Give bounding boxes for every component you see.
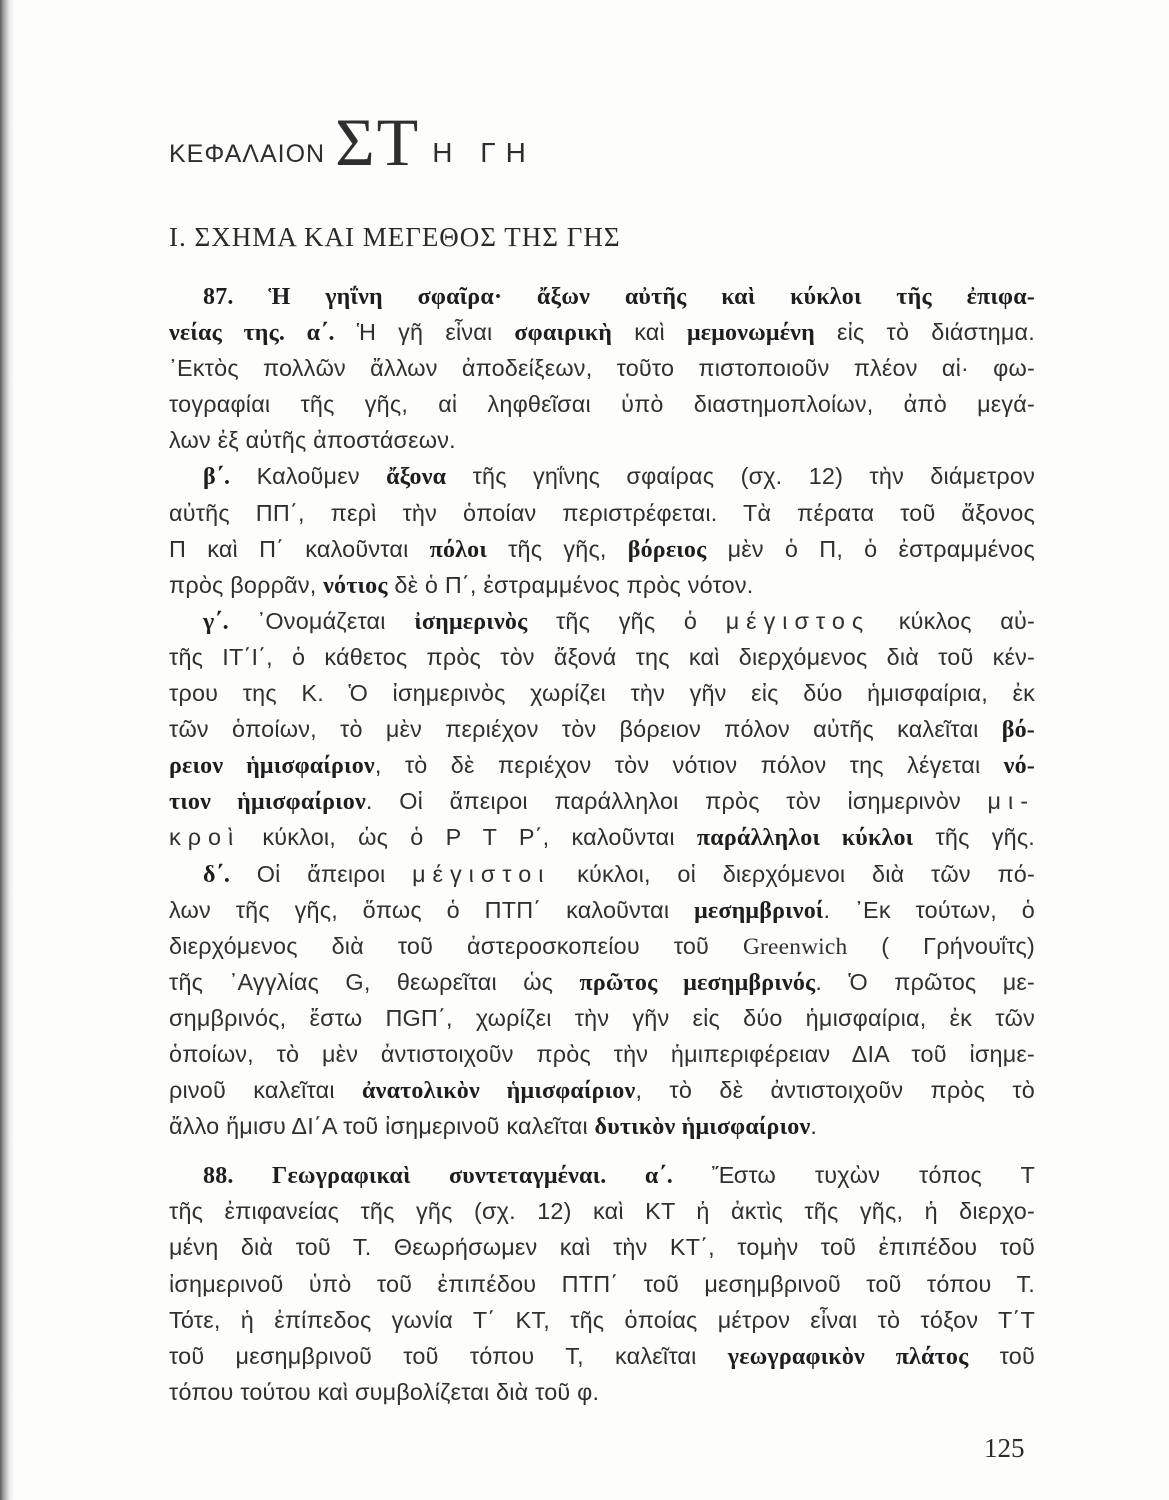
text-run: . Οἱ ἄπειροι παράλληλοι πρὸς τὸν ἰσημερινὸν xyxy=(365,788,988,815)
text-run: τῶν ὁποίων, τὸ μὲν περιέχον τὸν βόρειον πόλον αὐτῆς καλεῖται xyxy=(169,716,1002,743)
bold-term: πρῶτος μεσημβρινός xyxy=(579,969,816,996)
bold-term: παράλληλοι κύκλοι xyxy=(696,825,914,852)
text-line xyxy=(169,495,1035,531)
text-run: ρινοῦ καλεῖται xyxy=(169,1077,363,1104)
bold-term: δυτικὸν ἡμισφαίριον xyxy=(594,1114,811,1141)
latin-term: Greenwich xyxy=(742,933,848,960)
text-run: τῆς ᾿Αγγλίας G, θεωρεῖται ὡς xyxy=(169,968,580,995)
bold-term: νείας της. α΄. xyxy=(169,320,335,347)
text-run: πρὸς βορρᾶν, xyxy=(169,571,324,598)
bold-term: β΄. xyxy=(203,464,231,491)
bold-term: μεσημβρινοί xyxy=(694,897,824,924)
bold-term: βό- xyxy=(1001,717,1035,744)
page-number: 125 xyxy=(984,1433,1025,1463)
text-run: τῆς γηΐνης σφαίρας (σχ. 12) τὴν διάμετρον xyxy=(446,463,1035,490)
text-line xyxy=(169,747,1035,783)
paragraph-heading: Ἡ γηΐνη σφαῖρα· ἄξων αὐτῆς καὶ κύκλοι τῆς ἐπιφα- xyxy=(268,284,1035,310)
text-run: Ἡ γῆ εἶναι xyxy=(334,319,515,346)
bold-term: ρειον ἡμισφαίριον xyxy=(169,753,375,780)
text-run: . ᾿Εκ τούτων, ὁ xyxy=(823,896,1036,923)
text-run: μὲν ὁ Π, ὁ ἐστραμμένος xyxy=(706,535,1035,562)
text-line xyxy=(169,458,1035,494)
text-run: διερχόμενος διὰ τοῦ ἀστεροσκοπείου τοῦ xyxy=(169,932,743,959)
text-line xyxy=(169,639,1035,675)
text-run: ὁποίων, τὸ μὲν ἀντιστοιχοῦν πρὸς τὴν ἡμιπεριφέρειαν ΔΙΑ τοῦ ἰσημε- xyxy=(169,1040,1035,1067)
text-run: Οἱ ἄπειροι xyxy=(230,860,413,887)
text-run: τογραφίαι τῆς γῆς, αἱ ληφθεῖσαι ὑπὸ διαστημοπλοίων, ἀπὸ μεγά- xyxy=(169,391,1035,418)
text-line xyxy=(169,278,1035,314)
text-line xyxy=(169,783,1035,819)
text-run: μένη διὰ τοῦ Τ. Θεωρήσωμεν καὶ τὴν ΚΤ΄, τομὴν τοῦ ἐπιπέδου τοῦ xyxy=(169,1234,1035,1261)
text-run: τόπου τούτου καὶ συμβολίζεται διὰ τοῦ φ. xyxy=(169,1378,600,1405)
text-run: . xyxy=(810,1113,818,1140)
chapter-heading xyxy=(169,104,536,180)
text-run: αὐτῆς ΠΠ΄, περὶ τὴν ὁποίαν περιστρέφεται. Τὰ πέρατα τοῦ ἄξονος xyxy=(169,499,1035,526)
text-run: Ἔστω τυχὼν τόπος Τ xyxy=(672,1162,1035,1189)
text-run: λων τῆς γῆς, ὅπως ὁ ΠΤΠ΄ καλοῦνται xyxy=(169,896,695,923)
text-run: κύκλος αὐ- xyxy=(870,607,1036,634)
text-run: Τότε, ἡ ἐπίπεδος γωνία Τ΄ ΚΤ, τῆς ὁποίας μέτρον εἶναι τὸ τόξον Τ΄Τ xyxy=(169,1306,1035,1333)
text-line xyxy=(169,422,1035,458)
text-line xyxy=(169,386,1035,422)
text-line xyxy=(169,531,1035,567)
text-run: τοῦ xyxy=(968,1342,1035,1369)
bold-term: ἰσημερινὸς xyxy=(414,608,528,635)
text-line xyxy=(169,856,1035,892)
text-run: , τὸ δὲ ἀντιστοιχοῦν πρὸς τὸ xyxy=(635,1077,1035,1104)
text-line xyxy=(169,1072,1035,1108)
bold-term: πόλοι xyxy=(429,536,487,563)
bold-term: γεωγραφικὸν πλάτος xyxy=(727,1343,969,1370)
text-run: ( Γρήνουΐτς) xyxy=(847,932,1036,959)
bold-term: μεμονωμένη xyxy=(686,320,815,347)
text-run: ᾿Ονομάζεται xyxy=(228,607,415,634)
bold-term: ἀνατολικὸν ἡμισφαίριον xyxy=(362,1078,636,1105)
chapter-title: Η ΓΗ xyxy=(432,137,536,168)
text-run: ᾿Εκτὸς πολλῶν ἄλλων ἀποδείξεων, τοῦτο πιστοποιοῦν πλέον αἱ· φω- xyxy=(169,355,1035,382)
text-run: τῆς γῆς ὁ xyxy=(527,607,726,634)
text-run: τῆς γῆς, xyxy=(486,535,628,562)
text-line xyxy=(169,892,1035,928)
text-line xyxy=(169,1036,1035,1072)
scan-edge-shadow xyxy=(0,0,14,1500)
spaced-term: μέγιστος xyxy=(725,607,871,634)
bold-term: δ΄. xyxy=(203,861,231,888)
text-line xyxy=(169,1229,1035,1265)
text-run: , τὸ δὲ περιέχον τὸν νότιον πόλον της λέγεται xyxy=(374,752,1004,779)
text-line xyxy=(169,1000,1035,1036)
text-line xyxy=(169,603,1035,639)
text-run: τοῦ μεσημβρινοῦ τοῦ τόπου Τ, καλεῖται xyxy=(169,1342,728,1369)
text-line xyxy=(169,1157,1035,1193)
text-line xyxy=(169,350,1035,386)
bold-term: ἄξονα xyxy=(386,464,447,491)
spaced-term: μέγιστοι xyxy=(412,860,551,887)
text-line xyxy=(169,1108,1035,1144)
text-line xyxy=(169,675,1035,711)
text-run: κύκλοι, ὡς ὁ Ρ Τ Ρ΄, καλοῦνται xyxy=(240,824,697,851)
section-title: I. ΣΧΗΜΑ ΚΑΙ ΜΕΓΕΘΟΣ ΤΗΣ ΓΗΣ xyxy=(169,222,621,252)
text-line xyxy=(169,1193,1035,1229)
chapter-word: ΚΕΦΑΛΑΙΟΝ xyxy=(169,140,326,168)
bold-term: γ΄. xyxy=(203,608,229,635)
paragraph-heading: 88. Γεωγραφικαὶ συντεταγμέναι. α΄. xyxy=(203,1163,673,1190)
spaced-term: κροὶ xyxy=(169,824,241,851)
text-run: εἰς τὸ διάστημα. xyxy=(814,319,1035,346)
bold-term: νό- xyxy=(1003,753,1035,780)
spaced-term: μι- xyxy=(987,788,1035,815)
text-run: τῆς γῆς. xyxy=(913,824,1035,851)
text-line xyxy=(169,1266,1035,1302)
text-run: κύκλοι, οἱ διερχόμενοι διὰ τῶν πό- xyxy=(550,860,1035,887)
text-line xyxy=(169,1374,1035,1410)
body-text xyxy=(169,278,1035,1410)
text-run: δὲ ὁ Π΄, ἐστραμμένος πρὸς νότον. xyxy=(387,571,754,598)
bold-term: τιον ἡμισφαίριον xyxy=(169,789,366,816)
text-run: καὶ xyxy=(612,319,687,346)
text-run: Π καὶ Π΄ καλοῦνται xyxy=(169,535,430,562)
chapter-number: ΣΤ xyxy=(335,104,421,180)
text-run: σημβρινός, ἔστω ΠGΠ΄, χωρίζει τὴν γῆν εἰς δύο ἡμισφαίρια, ἐκ τῶν xyxy=(169,1004,1035,1031)
text-run: . Ὁ πρῶτος με- xyxy=(815,968,1035,995)
text-line xyxy=(169,567,1035,603)
bold-term: βόρειος xyxy=(627,536,707,563)
text-line xyxy=(169,1338,1035,1374)
text-run: τρου της Κ. Ὁ ἰσημερινὸς χωρίζει τὴν γῆν εἰς δύο ἡμισφαίρια, ἐκ xyxy=(169,680,1035,707)
text-line xyxy=(169,819,1035,855)
text-line xyxy=(169,928,1035,964)
paragraph-number: 87. xyxy=(203,284,269,310)
text-run: λων ἐξ αὐτῆς ἀποστάσεων. xyxy=(169,427,456,454)
text-line xyxy=(169,314,1035,350)
text-line xyxy=(169,1302,1035,1338)
bold-term: νότιος xyxy=(323,572,388,599)
bold-term: σφαιρικὴ xyxy=(514,320,613,347)
text-run: ἄλλο ἥμισυ ΔΙ΄Α τοῦ ἰσημερινοῦ καλεῖται xyxy=(169,1113,595,1140)
text-line xyxy=(169,711,1035,747)
text-run: τῆς ἐπιφανείας τῆς γῆς (σχ. 12) καὶ ΚΤ ἡ ἀκτὶς τῆς γῆς, ἡ διερχο- xyxy=(169,1198,1035,1225)
text-run: ἰσημερινοῦ ὑπὸ τοῦ ἐπιπέδου ΠΤΠ΄ τοῦ μεσημβρινοῦ τοῦ τόπου Τ. xyxy=(169,1270,1035,1297)
text-run: τῆς ΙΤ΄Ι΄, ὁ κάθετος πρὸς τὸν ἄξονά της καὶ διερχόμενος διὰ τοῦ κέν- xyxy=(169,643,1035,670)
text-line xyxy=(169,964,1035,1000)
text-run: Καλοῦμεν xyxy=(230,463,387,490)
